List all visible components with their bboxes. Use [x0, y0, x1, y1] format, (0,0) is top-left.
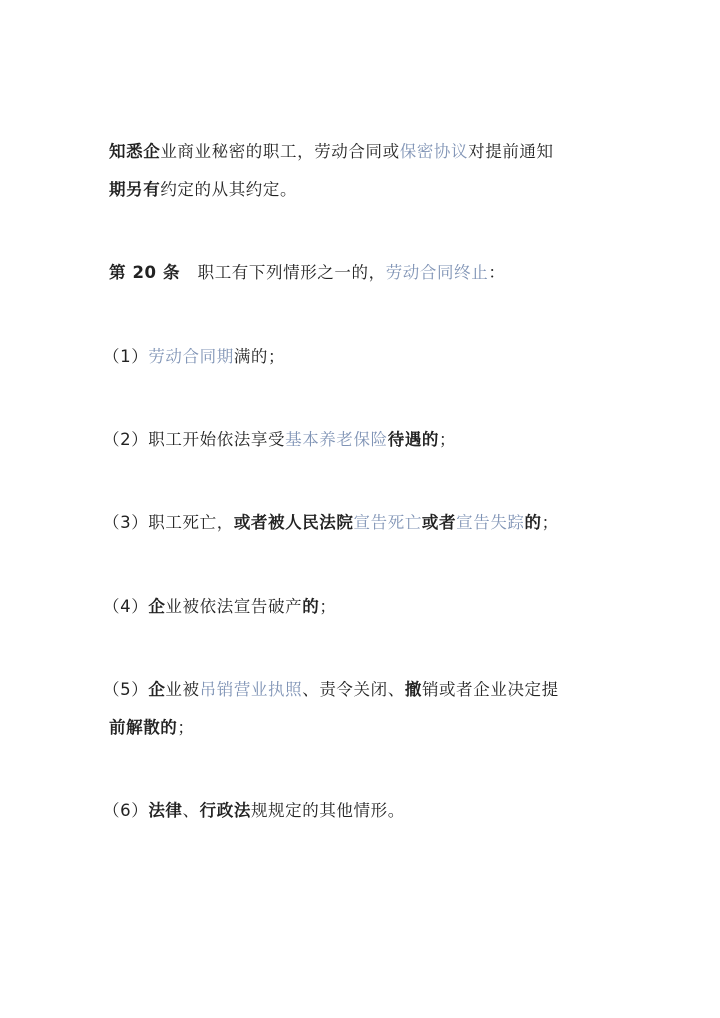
- text-segment: 对提前通知: [468, 142, 554, 161]
- text-segment: 职工有下列情形之一的，: [180, 263, 386, 282]
- link-confidentiality-agreement[interactable]: 保密协议: [399, 142, 469, 161]
- text-segment: 待遇的: [387, 430, 440, 449]
- text-segment: ；: [541, 513, 559, 532]
- item-number: （5）: [103, 680, 149, 699]
- text-segment: 或者被人民法院: [233, 513, 354, 532]
- text-segment: ；: [319, 597, 337, 616]
- text-segment: 撤: [404, 680, 422, 699]
- text-segment: 业被依法宣告破产: [165, 597, 303, 616]
- text-segment: 法律: [148, 801, 183, 820]
- list-item-1: [103, 345, 613, 369]
- text-segment: 约定的从其约定。: [160, 180, 298, 199]
- text-segment: ：: [488, 263, 506, 282]
- text-segment: ；: [177, 718, 195, 737]
- list-item-4: [103, 595, 613, 619]
- item-number: （1）: [103, 347, 149, 366]
- text-segment: 、: [182, 801, 200, 820]
- list-item-3: [103, 511, 613, 535]
- text-segment: 的: [524, 513, 542, 532]
- text-segment: 企: [148, 597, 166, 616]
- text-segment: 规规定的其他情形。: [250, 801, 405, 820]
- list-item-5-line-2: [109, 716, 619, 740]
- link-contract-term[interactable]: 劳动合同期: [148, 347, 234, 366]
- text-segment: 前解散的: [109, 718, 178, 737]
- text-segment: 期另有: [109, 180, 161, 199]
- link-declared-dead[interactable]: 宣告死亡: [353, 513, 422, 532]
- text-segment: 、责令关闭、: [302, 680, 405, 699]
- text-segment: 知悉企: [109, 142, 161, 161]
- text-segment: 业商业秘密的职工，劳动合同或: [160, 142, 400, 161]
- text-segment: 企: [148, 680, 166, 699]
- paragraph-confidentiality-line-1: [109, 140, 619, 164]
- list-item-5-line-1: [103, 678, 613, 702]
- text-segment: （2）职工开始依法享受: [103, 430, 286, 449]
- article-number: 第 20 条: [109, 263, 181, 282]
- paragraph-confidentiality-line-2: [109, 178, 619, 202]
- text-segment: （3）职工死亡，: [103, 513, 234, 532]
- text-segment: 或者: [421, 513, 457, 532]
- link-basic-pension-insurance[interactable]: 基本养老保险: [285, 430, 388, 449]
- text-segment: 满的；: [233, 347, 286, 366]
- article-20-heading: [109, 261, 619, 285]
- list-item-6: [103, 799, 613, 823]
- text-segment: 业被: [165, 680, 200, 699]
- link-contract-termination[interactable]: 劳动合同终止: [385, 263, 489, 282]
- link-business-license-revoked[interactable]: 吊销营业执照: [199, 680, 303, 699]
- item-number: （6）: [103, 801, 149, 820]
- text-segment: 的: [302, 597, 320, 616]
- item-number: （4）: [103, 597, 149, 616]
- text-segment: 销或者企业决定提: [421, 680, 559, 699]
- link-declared-missing[interactable]: 宣告失踪: [456, 513, 525, 532]
- text-segment: ；: [439, 430, 457, 449]
- list-item-2: [103, 428, 613, 452]
- text-segment: 行政法: [199, 801, 251, 820]
